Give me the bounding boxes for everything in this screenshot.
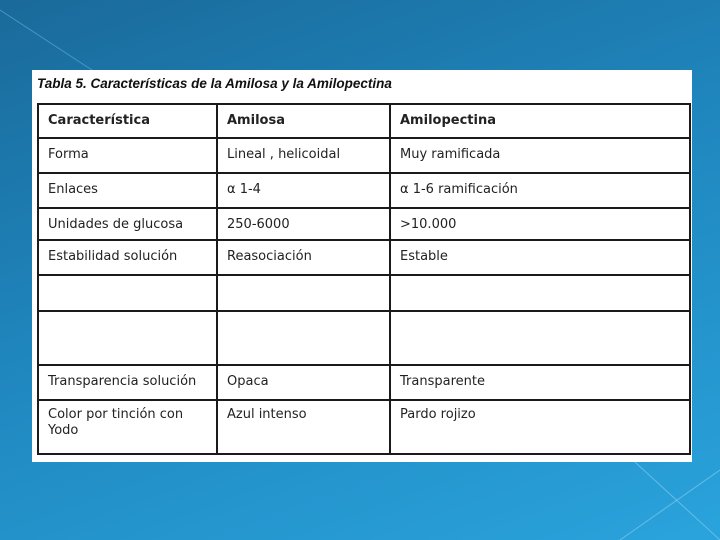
empty-cell <box>38 275 217 311</box>
table-row <box>38 208 690 240</box>
table-header-row <box>38 104 690 138</box>
amilosa-value: α 1-4 <box>217 173 390 208</box>
amilopectina-value: α 1-6 ramificación <box>390 173 690 208</box>
row-label: Enlaces <box>38 173 217 208</box>
amilosa-value: Opaca <box>217 365 390 400</box>
empty-cell <box>217 275 390 311</box>
row-label: Color por tinción con Yodo <box>38 400 217 454</box>
table-row <box>38 365 690 400</box>
empty-cell <box>38 311 217 365</box>
empty-cell <box>390 275 690 311</box>
table-row <box>38 240 690 275</box>
amilopectina-value: Estable <box>390 240 690 275</box>
amilopectina-value: >10.000 <box>390 208 690 240</box>
row-label: Estabilidad solución <box>38 240 217 275</box>
header-amilopectina: Amilopectina <box>390 104 690 138</box>
table-row-empty <box>38 275 690 311</box>
amilosa-value: Reasociación <box>217 240 390 275</box>
table-row-empty <box>38 311 690 365</box>
amilopectina-value: Pardo rojizo <box>390 400 690 454</box>
amilopectina-value: Muy ramificada <box>390 138 690 173</box>
header-caracteristica: Característica <box>38 104 217 138</box>
table-row <box>38 173 690 208</box>
amilosa-value: 250-6000 <box>217 208 390 240</box>
empty-cell <box>217 311 390 365</box>
header-amilosa: Amilosa <box>217 104 390 138</box>
row-label: Unidades de glucosa <box>38 208 217 240</box>
empty-cell <box>390 311 690 365</box>
table-row <box>38 138 690 173</box>
amilopectina-value: Transparente <box>390 365 690 400</box>
amilosa-value: Lineal , helicoidal <box>217 138 390 173</box>
characteristics-table <box>37 103 691 455</box>
row-label: Forma <box>38 138 217 173</box>
table-caption: Tabla 5. Características de la Amilosa y la Amilopectina <box>37 76 392 91</box>
table-card <box>32 70 692 462</box>
amilosa-value: Azul intenso <box>217 400 390 454</box>
table-row <box>38 400 690 454</box>
row-label: Transparencia solución <box>38 365 217 400</box>
